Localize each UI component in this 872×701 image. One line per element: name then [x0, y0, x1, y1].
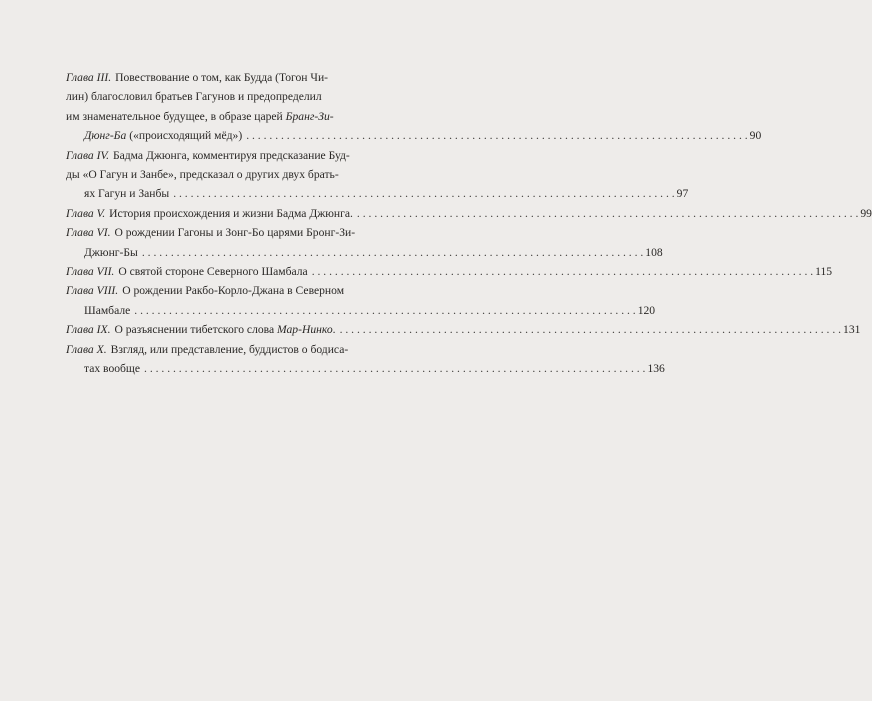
entry-text: лин) благословил братьев Гагунов и предопределил	[66, 90, 322, 104]
entry-text-italic: Дюнг-Ба	[84, 129, 127, 143]
entry-text: История происхождения и жизни Бадма Джюнга.	[109, 206, 353, 220]
toc-entry-4	[66, 146, 689, 204]
page-number: 99	[860, 206, 872, 220]
chapter-number: Глава IX.	[66, 323, 111, 337]
entry-text-italic: Бранг-Зи-	[285, 109, 334, 123]
chapter-number: Глава VII.	[66, 265, 115, 279]
entry-text: Бадма Джюнга, комментируя предсказание Буд-	[112, 148, 350, 162]
page-number: 97	[676, 187, 689, 201]
entry-text: О рождении Гагоны и Зонг-Бо царями Бронг-Зи-	[114, 226, 356, 240]
toc-entry-10	[66, 340, 665, 379]
toc-entry-6	[66, 223, 663, 262]
entry-text: ях Гагун и Занбы	[84, 187, 170, 201]
toc-entry-9	[66, 320, 861, 339]
toc-entry-8	[66, 281, 656, 320]
dot-leader	[357, 204, 858, 223]
page-number: 108	[645, 245, 663, 259]
dot-leader	[134, 301, 635, 320]
toc-entry-7	[66, 262, 833, 281]
entry-text-italic: Мар-Нинко	[277, 323, 333, 337]
page-number: 131	[843, 323, 861, 337]
entry-text: Повествование о том, как Будда (Тогон Чи-	[115, 71, 329, 84]
chapter-number: Глава V.	[66, 206, 106, 220]
chapter-number: Глава VI.	[66, 226, 111, 240]
chapter-number: Глава IV.	[66, 148, 109, 162]
entry-text: Взгляд, или представление, буддистов о бодиса-	[110, 342, 349, 356]
page-number: 120	[637, 303, 656, 317]
chapter-number: Глава III.	[66, 71, 112, 84]
chapter-number: Глава X.	[66, 342, 107, 356]
entry-text: О разъяснении тибетского слова	[114, 323, 278, 337]
entry-text: («происходящий мёд»)	[126, 129, 243, 143]
dot-leader	[142, 243, 643, 262]
dot-leader	[173, 184, 674, 203]
entry-text: им знаменательное будущее, в образе царей	[66, 109, 286, 123]
dot-leader	[312, 262, 813, 281]
chapter-number: Глава VIII.	[66, 284, 119, 298]
dot-leader	[340, 320, 841, 339]
page-number: 136	[647, 362, 665, 376]
table-of-contents	[66, 68, 872, 379]
entry-text: О святой стороне Северного Шамбала	[118, 265, 308, 279]
entry-text: О рождении Ракбо-Корло-Джана в Северном	[122, 284, 345, 298]
entry-text: Джюнг-Бы	[84, 245, 138, 259]
entry-text: ды «О Гагун и Занбе», предсказал о других двух брать-	[66, 168, 339, 182]
toc-entry-5	[66, 204, 872, 223]
page-number: 90	[749, 129, 762, 143]
entry-text: .	[332, 323, 336, 337]
dot-leader	[246, 126, 747, 145]
page-number: 115	[815, 265, 833, 279]
entry-text: Шамбале	[84, 303, 131, 317]
entry-text: тах вообще	[84, 362, 141, 376]
dot-leader	[144, 359, 645, 378]
toc-entry-3	[66, 68, 762, 146]
